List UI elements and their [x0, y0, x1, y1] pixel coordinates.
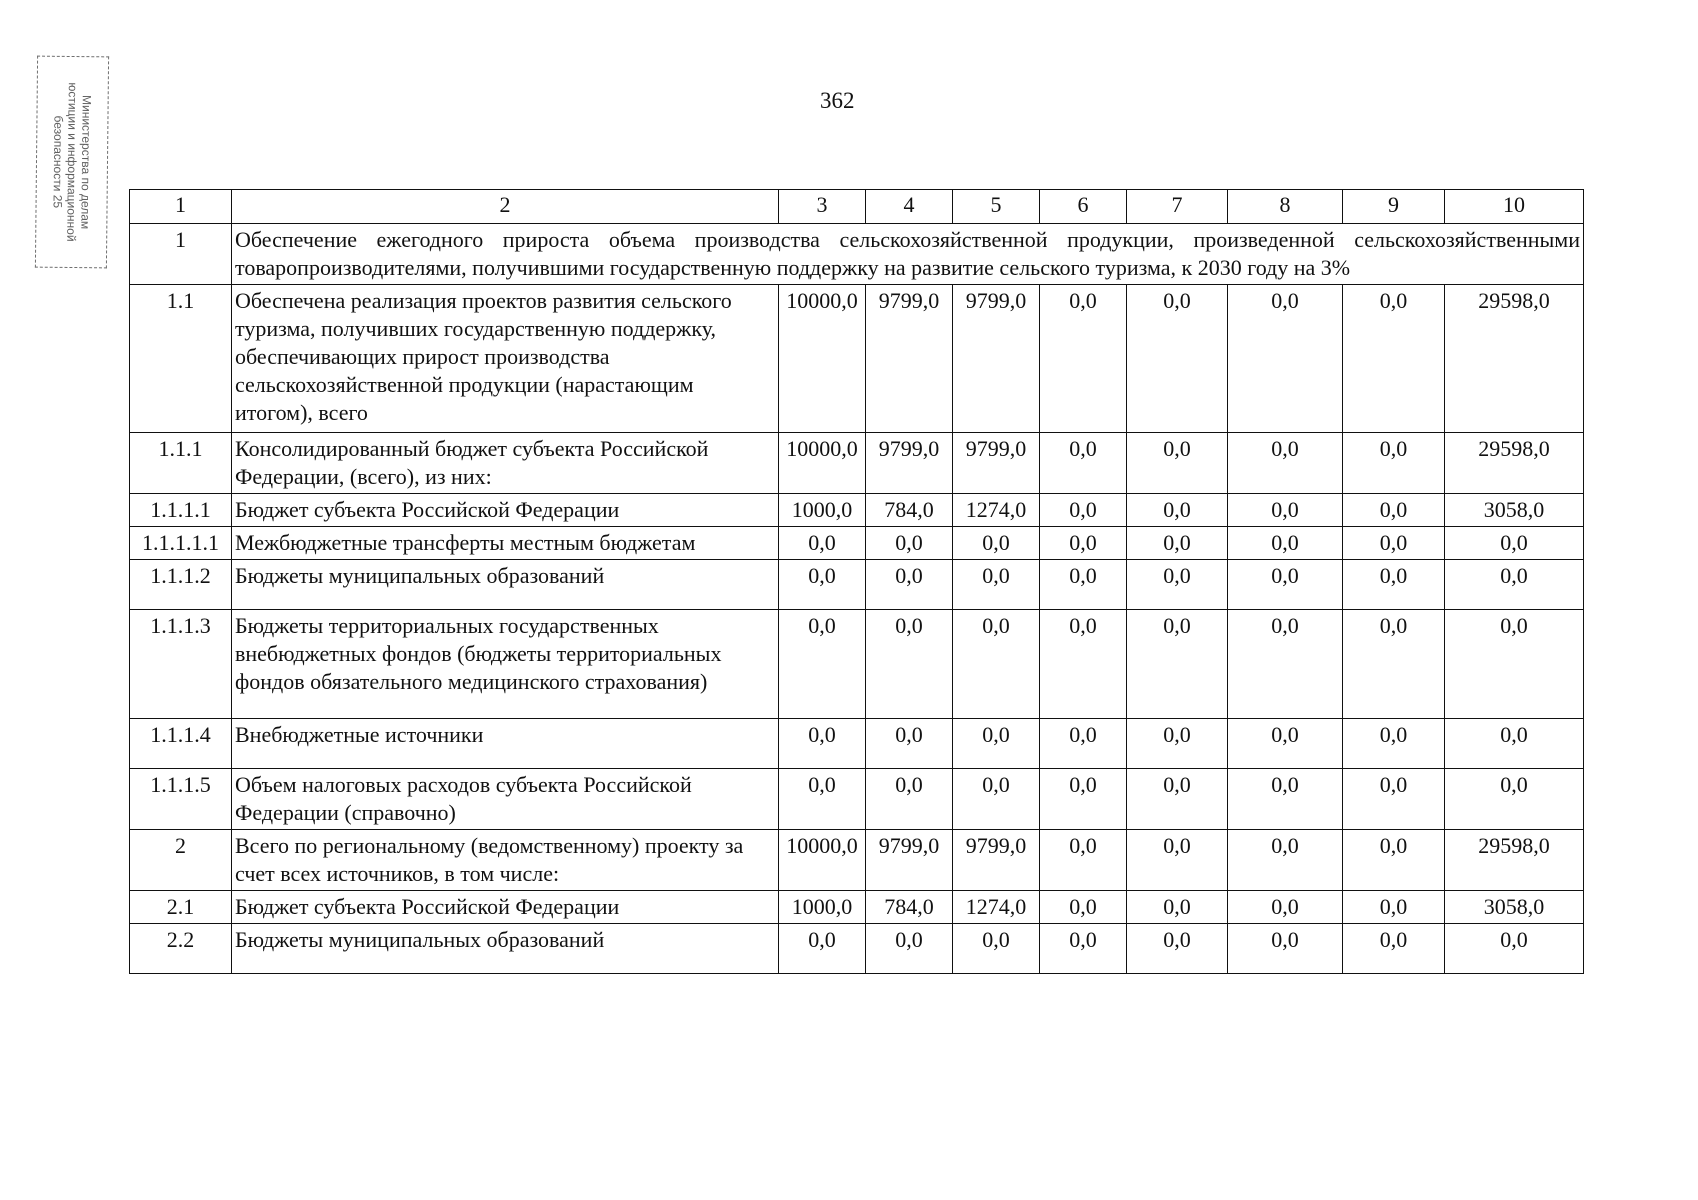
column-header: 6	[1040, 190, 1127, 224]
row-value: 0,0	[1343, 924, 1445, 974]
row-value: 0,0	[1127, 891, 1228, 924]
row-value: 0,0	[1040, 433, 1127, 494]
row-value: 0,0	[1228, 285, 1343, 433]
stamp-line: безопасности 25	[50, 115, 66, 209]
row-value: 0,0	[1343, 285, 1445, 433]
row-number: 2	[130, 830, 232, 891]
row-value: 3058,0	[1445, 494, 1584, 527]
row-value: 1274,0	[953, 891, 1040, 924]
row-value: 3058,0	[1445, 891, 1584, 924]
row-value: 0,0	[953, 924, 1040, 974]
row-value: 0,0	[953, 560, 1040, 610]
row-value: 0,0	[1343, 527, 1445, 560]
row-value: 0,0	[1127, 769, 1228, 830]
table-row	[130, 891, 1584, 924]
row-value: 0,0	[1040, 610, 1127, 719]
stamp-line: Министерства по делам	[78, 94, 94, 230]
table-row	[130, 433, 1584, 494]
row-value: 0,0	[1040, 285, 1127, 433]
row-label: Обеспечена реализация проектов развития сельского туризма, получивших государственную поддержку, обеспечивающих прирост производства сельскохозяйственной продукции (нарастающим итогом), всего	[232, 285, 779, 433]
row-value: 0,0	[1228, 560, 1343, 610]
row-value: 784,0	[866, 494, 953, 527]
section-title: Обеспечение ежегодного прироста объема производства сельскохозяйственной продукции, произведенной сельскохозяйственными товаропроизводителями, получившими государственную поддержку на развитие сельского туризма, к 2030 году на 3%	[232, 224, 1584, 285]
table-row	[130, 769, 1584, 830]
row-value: 0,0	[866, 527, 953, 560]
row-value: 10000,0	[779, 285, 866, 433]
row-value: 9799,0	[953, 285, 1040, 433]
row-value: 0,0	[1040, 769, 1127, 830]
row-value: 0,0	[779, 610, 866, 719]
row-value: 0,0	[953, 527, 1040, 560]
row-value: 1000,0	[779, 494, 866, 527]
row-value: 1000,0	[779, 891, 866, 924]
row-value: 0,0	[1127, 610, 1228, 719]
row-value: 9799,0	[866, 433, 953, 494]
column-header: 7	[1127, 190, 1228, 224]
stamp-line: юстиции и информационной	[64, 82, 80, 242]
row-value: 0,0	[779, 719, 866, 769]
column-header: 3	[779, 190, 866, 224]
row-value: 29598,0	[1445, 285, 1584, 433]
row-value: 0,0	[1228, 433, 1343, 494]
row-number: 1.1.1.4	[130, 719, 232, 769]
row-value: 0,0	[1127, 494, 1228, 527]
row-value: 0,0	[1445, 560, 1584, 610]
row-value: 0,0	[1445, 527, 1584, 560]
row-value: 0,0	[779, 769, 866, 830]
row-value: 0,0	[779, 924, 866, 974]
row-value: 0,0	[1040, 560, 1127, 610]
row-value: 9799,0	[953, 830, 1040, 891]
row-number: 1.1	[130, 285, 232, 433]
row-value: 0,0	[1343, 830, 1445, 891]
row-label: Бюджеты муниципальных образований	[232, 560, 779, 610]
table-row	[130, 924, 1584, 974]
row-value: 0,0	[1228, 769, 1343, 830]
stamp-text	[50, 62, 94, 262]
row-value: 0,0	[1343, 494, 1445, 527]
row-number: 1.1.1	[130, 433, 232, 494]
column-header: 9	[1343, 190, 1445, 224]
column-header: 5	[953, 190, 1040, 224]
row-value: 0,0	[953, 610, 1040, 719]
row-value: 0,0	[1343, 433, 1445, 494]
row-value: 0,0	[779, 527, 866, 560]
row-value: 0,0	[1445, 924, 1584, 974]
row-value: 0,0	[1127, 560, 1228, 610]
row-label: Внебюджетные источники	[232, 719, 779, 769]
column-header: 10	[1445, 190, 1584, 224]
registration-stamp	[35, 56, 109, 269]
row-value: 0,0	[1228, 719, 1343, 769]
table-row	[130, 719, 1584, 769]
row-value: 29598,0	[1445, 433, 1584, 494]
row-value: 0,0	[1127, 719, 1228, 769]
row-value: 0,0	[1040, 527, 1127, 560]
row-value: 0,0	[1445, 610, 1584, 719]
table-row	[130, 560, 1584, 610]
column-header: 8	[1228, 190, 1343, 224]
row-value: 0,0	[866, 610, 953, 719]
row-label: Бюджеты территориальных государственных внебюджетных фондов (бюджеты территориальных фондов обязательного медицинского страхования)	[232, 610, 779, 719]
row-value: 0,0	[1127, 433, 1228, 494]
row-value: 0,0	[1127, 527, 1228, 560]
row-value: 0,0	[1445, 719, 1584, 769]
row-number: 1.1.1.1.1	[130, 527, 232, 560]
row-value: 10000,0	[779, 830, 866, 891]
row-value: 0,0	[779, 560, 866, 610]
row-value: 0,0	[866, 769, 953, 830]
table-row	[130, 830, 1584, 891]
row-value: 0,0	[1228, 891, 1343, 924]
row-value: 0,0	[1040, 891, 1127, 924]
row-value: 10000,0	[779, 433, 866, 494]
row-value: 0,0	[1040, 924, 1127, 974]
table-row	[130, 285, 1584, 433]
section-number: 1	[130, 224, 232, 285]
row-value: 0,0	[1127, 830, 1228, 891]
page-number: 362	[820, 88, 855, 113]
row-label: Бюджеты муниципальных образований	[232, 924, 779, 974]
row-label: Консолидированный бюджет субъекта Российской Федерации, (всего), из них:	[232, 433, 779, 494]
row-value: 0,0	[866, 924, 953, 974]
row-value: 9799,0	[866, 830, 953, 891]
table-row	[130, 494, 1584, 527]
row-value: 0,0	[1127, 924, 1228, 974]
row-value: 29598,0	[1445, 830, 1584, 891]
row-number: 1.1.1.2	[130, 560, 232, 610]
row-value: 9799,0	[953, 433, 1040, 494]
row-value: 9799,0	[866, 285, 953, 433]
row-value: 0,0	[1343, 719, 1445, 769]
row-value: 0,0	[1343, 610, 1445, 719]
row-label: Объем налоговых расходов субъекта Российской Федерации (справочно)	[232, 769, 779, 830]
row-value: 0,0	[1343, 769, 1445, 830]
table-row	[130, 610, 1584, 719]
row-value: 1274,0	[953, 494, 1040, 527]
row-value: 0,0	[866, 560, 953, 610]
row-number: 1.1.1.1	[130, 494, 232, 527]
row-value: 0,0	[1040, 494, 1127, 527]
column-header: 4	[866, 190, 953, 224]
row-label: Бюджет субъекта Российской Федерации	[232, 891, 779, 924]
row-number: 2.1	[130, 891, 232, 924]
row-number: 1.1.1.5	[130, 769, 232, 830]
row-value: 0,0	[953, 769, 1040, 830]
row-value: 0,0	[1228, 924, 1343, 974]
row-value: 784,0	[866, 891, 953, 924]
row-value: 0,0	[1040, 830, 1127, 891]
row-label: Бюджет субъекта Российской Федерации	[232, 494, 779, 527]
column-header: 1	[130, 190, 232, 224]
table-row	[130, 527, 1584, 560]
row-label: Всего по региональному (ведомственному) проекту за счет всех источников, в том числе:	[232, 830, 779, 891]
row-value: 0,0	[866, 719, 953, 769]
budget-table	[129, 189, 1584, 974]
row-value: 0,0	[1343, 560, 1445, 610]
section-row	[130, 224, 1584, 285]
column-header: 2	[232, 190, 779, 224]
row-value: 0,0	[1127, 285, 1228, 433]
row-value: 0,0	[1228, 610, 1343, 719]
row-value: 0,0	[1228, 830, 1343, 891]
row-value: 0,0	[1228, 527, 1343, 560]
row-value: 0,0	[953, 719, 1040, 769]
row-value: 0,0	[1343, 891, 1445, 924]
row-number: 2.2	[130, 924, 232, 974]
row-number: 1.1.1.3	[130, 610, 232, 719]
row-label: Межбюджетные трансферты местным бюджетам	[232, 527, 779, 560]
row-value: 0,0	[1040, 719, 1127, 769]
row-value: 0,0	[1228, 494, 1343, 527]
column-number-row	[130, 190, 1584, 224]
row-value: 0,0	[1445, 769, 1584, 830]
